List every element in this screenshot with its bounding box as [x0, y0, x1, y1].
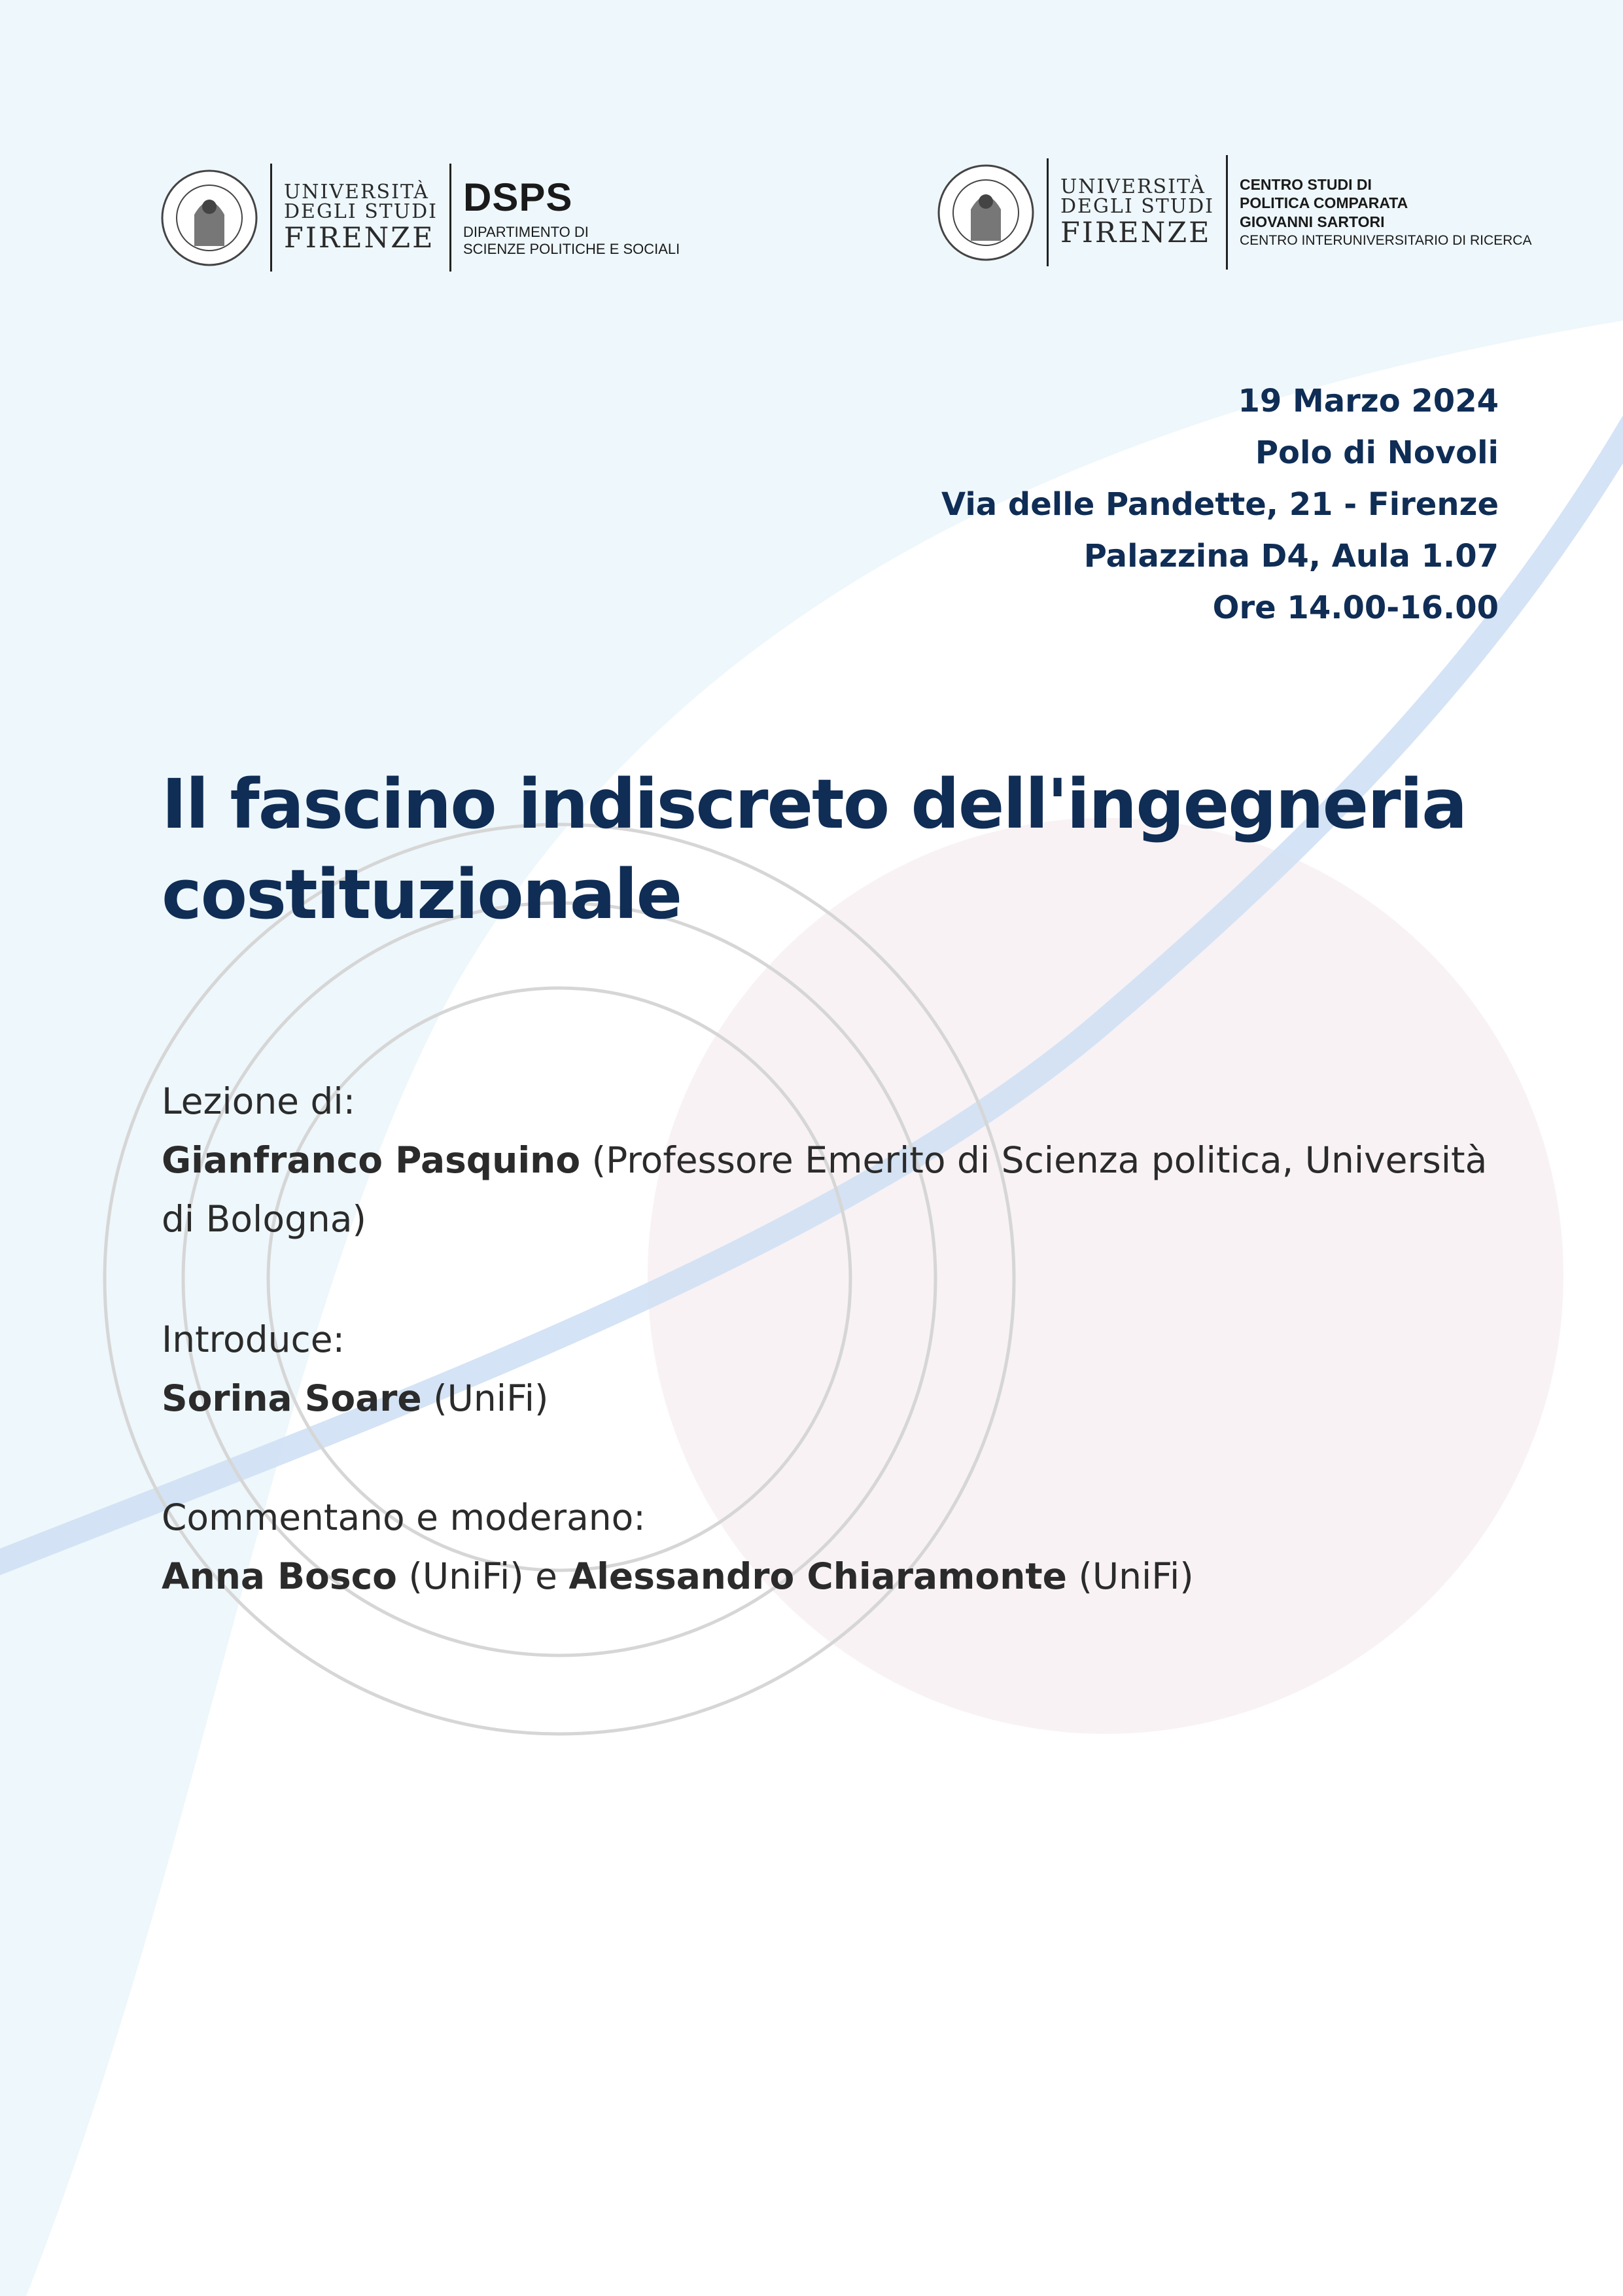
- intro-label: Introduce:: [162, 1318, 345, 1360]
- intro-section: [162, 1310, 1503, 1428]
- lecture-speaker-line: [162, 1131, 1503, 1190]
- discussants-label: Commentano e moderano:: [162, 1496, 646, 1538]
- unifi-seal-icon: [160, 169, 258, 267]
- event-address: Via delle Pandette, 21 - Firenze: [941, 486, 1499, 523]
- centro-wordmark: [1240, 175, 1531, 250]
- title-line-1: Il fascino indiscreto dell'ingegneria: [162, 764, 1467, 844]
- lecture-affiliation: (Professore Emerito di Scienza politica, Università: [580, 1139, 1488, 1181]
- discussants-line: [162, 1547, 1503, 1606]
- unifi-seal-icon: [937, 164, 1035, 262]
- event-time: Ore 14.00-16.00: [1212, 590, 1499, 626]
- title-line-2: costituzionale: [162, 855, 682, 934]
- centro-line-1: CENTRO STUDI DI: [1239, 175, 1372, 193]
- centro-sartori-logo: [937, 155, 1531, 270]
- intro-speaker-line: [162, 1369, 1503, 1428]
- dsps-dept-line-1: DIPARTIMENTO DI: [462, 224, 589, 241]
- intro-affiliation: (UniFi): [421, 1377, 549, 1419]
- discussant-1: Anna Bosco: [162, 1555, 397, 1597]
- page-title: [162, 759, 1522, 940]
- event-venue: Polo di Novoli: [1255, 434, 1499, 471]
- centro-subtitle: CENTRO INTERUNIVERSITARIO DI RICERCA: [1239, 232, 1532, 248]
- discussant-2: Alessandro Chiaramonte: [568, 1555, 1067, 1597]
- discussants-section: [162, 1488, 1503, 1606]
- dsps-acronym: DSPS: [462, 175, 573, 220]
- event-date: 19 Marzo 2024: [1238, 383, 1499, 419]
- lecture-speaker: Gianfranco Pasquino: [162, 1139, 581, 1181]
- dsps-wordmark: [462, 175, 680, 257]
- intro-speaker: Sorina Soare: [162, 1377, 422, 1419]
- dsps-logo: [160, 164, 680, 272]
- lecture-section: [162, 1072, 1503, 1248]
- centro-line-2: POLITICA COMPARATA: [1239, 194, 1408, 212]
- discussant-1-affiliation: (UniFi) e: [396, 1555, 569, 1597]
- lecture-affiliation-cont: di Bologna): [162, 1198, 366, 1240]
- lecture-label: Lezione di:: [162, 1080, 356, 1122]
- unifi-wordmark: UNIVERSITÀ DEGLI STUDI FIRENZE: [1060, 175, 1214, 249]
- centro-line-3: GIOVANNI SARTORI: [1239, 213, 1385, 231]
- discussant-2-affiliation: (UniFi): [1066, 1555, 1194, 1597]
- dsps-dept-line-2: SCIENZE POLITICHE E SOCIALI: [462, 240, 680, 257]
- event-info: [941, 376, 1499, 634]
- event-room: Palazzina D4, Aula 1.07: [1083, 538, 1499, 574]
- unifi-wordmark: UNIVERSITÀ DEGLI STUDI FIRENZE: [284, 181, 438, 255]
